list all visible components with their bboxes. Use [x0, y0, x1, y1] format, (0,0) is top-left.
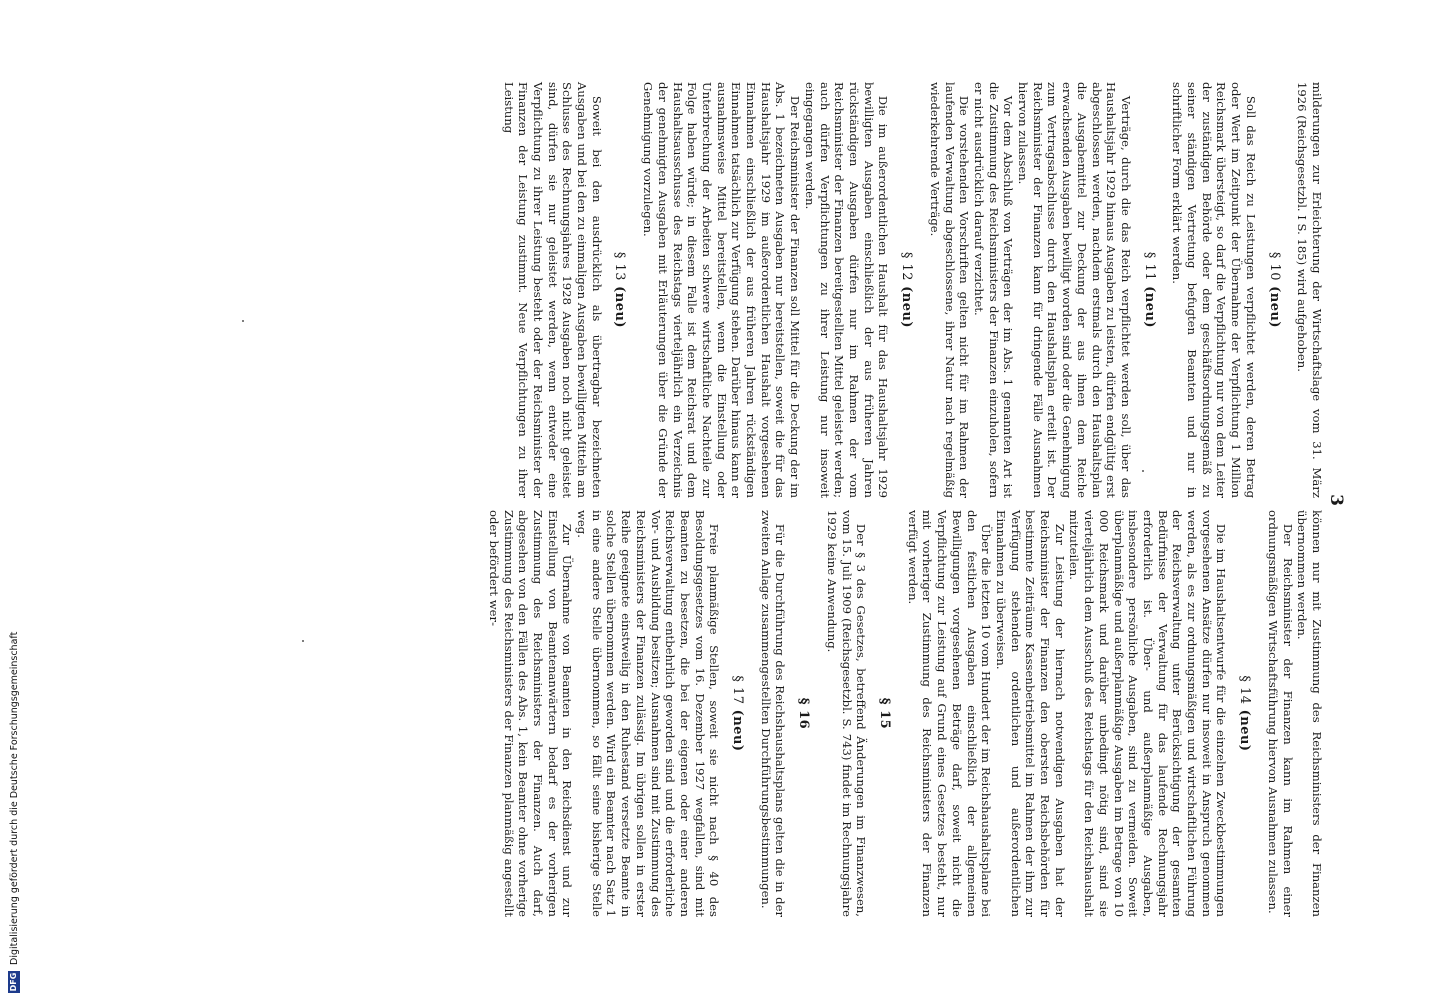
section-heading	[729, 510, 744, 917]
section-tag: (neu)	[612, 286, 628, 329]
paragraph: Die vorstehenden Vorschriften gelten nicht für im Rahmen der laufenden Verwaltung abgeschlossene, ihrer Natur nach regelmäßig wiederkehrende Verträge.	[927, 82, 972, 498]
paragraph: milderungen zur Erleichterung der Wirtschaftslage vom 31. März 1926 (Reichsgesetzbl. I S. 185) wird aufgehoben.	[1295, 82, 1324, 498]
right-column	[486, 510, 1324, 917]
section-tag: (neu)	[899, 286, 915, 329]
section-number: § 16	[796, 697, 812, 730]
paragraph: Soweit bei den ausdrücklich als übertragbar bezeichneten Ausgaben und bei den zu einmaligen Ausgaben bewilligten Mitteln am Schlusse des Rechnungsjahres 1928 Ausgaben noch nicht geleistet sind, dürfen sie nur geleistet werden, wenn entweder eine Verpflichtung zu ihrer Leistung besteht oder der Reichsminister der Finanzen der Leistung zustimmt. Neue Verpflichtungen zu ihrer Leistung	[501, 82, 604, 498]
section-heading	[1266, 82, 1281, 498]
section-heading	[876, 510, 891, 917]
section-heading	[898, 82, 913, 498]
scan-speck	[302, 640, 304, 642]
paragraph: Der Reichsminister der Finanzen kann im Rahmen einer ordnungsmäßigen Wirtschaftsführung hiervon Ausnahmen zulassen.	[1265, 510, 1295, 917]
paragraph: Zur Leistung der hiernach notwendigen Ausgaben hat der Reichsminister der Finanzen den obersten Reichsbehörden für bestimmte Zeiträume Kassenbetriebsmittel im Rahmen der ihm zur Verfügung stehenden ordentlichen und außerordentlichen Einnahmen zu überweisen.	[993, 510, 1067, 917]
footer	[7, 3, 21, 993]
section-number: § 15	[877, 697, 893, 730]
section-number: § 14	[1237, 675, 1253, 705]
section-number: § 10	[1266, 251, 1282, 282]
paragraph: Soll das Reich zu Leistungen verpflichtet werden, deren Betrag oder Wert im Zeitpunkt der Übernahme der Verpflichtung 1 Million Reichsmark übersteigt, so darf die Verpflichtung nur von dem Leiter der zuständigen Behörde oder dem geschäftsordnungsgemäß zu seiner ständigen Vertretung befugten Beamten und nur in schriftlicher Form erklärt werden.	[1170, 82, 1258, 498]
paragraph: Über die letzten 10 vom Hundert der im Reichshaushaltsplane bei den festlichen Ausgaben einschließlich der allgemeinen Bewilligungen vorgesehenen Beträge darf, soweit nicht die Verpflichtung zur Leistung auf Grund eines Gesetzes besteht, nur mit vorheriger Zustimmung des Reichsministers der Finanzen verfügt werden.	[905, 510, 994, 917]
paragraph: Zur Übernahme von Beamten in den Reichsdienst und zur Einstellung von Beamtenanwärtern bedarf es der vorherigen Zustimmung des Reichsministers der Finanzen. Auch darf, abgesehen von den Fällen des Abs. 1, kein Beamter ohne vorherige Zustimmung des Reichsministers der Finanzen planmäßig angestellt oder befördert wer-	[486, 510, 575, 917]
paragraph: Der § 3 des Gesetzes, betreffend Änderungen im Finanzwesen, vom 15. Juli 1909 (Reichsgesetzbl. S. 743) findet im Rechnungsjahre 1929 keine Anwendung.	[824, 510, 869, 917]
section-tag: (neu)	[1237, 709, 1253, 752]
scan-speck	[1142, 470, 1144, 472]
paragraph: Die im Haushaltsentwurfe für die einzelnen Zweckbestimmungen vorgesehenen Ansätze dürfen nur insoweit in Anspruch genommen werden, als es zur ordnungsmäßigen und wirtschaftlichen Führung der Reichsverwaltung unter Berücksichtigung der gesamten Bedürfnisse der Verwaltung für das laufende Rechnungsjahr erforderlich ist. Über- und außerplanmäßige Ausgaben, insbesondere persönliche Ausgaben, sind zu vermeiden. Soweit überplanmäßige und außerplanmäßige Ausgaben im Betrage von 10 000 Reichsmark und darüber unbedingt nötig sind, sind sie vierteljährlich dem Ausschuß des Reichstags für den Reichshaushalt mitzuteilen.	[1067, 510, 1229, 917]
paragraph: Vor dem Abschluß von Verträgen der im Abs. 1 genannten Art ist die Zustimmung des Reichsministers der Finanzen einzuholen, sofern er nicht ausdrücklich darauf verzichtet.	[971, 82, 1016, 498]
paragraph: Die im außerordentlichen Haushalt für das Haushaltsjahr 1929 bewilligten Ausgaben einschließlich der aus früheren Jahren rückständigen Ausgaben dürfen nur im Rahmen der vom Reichsminister der Finanzen bereitgestellten Mittel geleistet werden; auch dürfen Verpflichtungen zu ihrer Leistung nur insoweit eingegangen werden.	[802, 82, 891, 498]
footer-strip	[0, 0, 20, 1000]
section-number: § 11	[1141, 251, 1157, 282]
section-number: § 17	[730, 675, 746, 705]
paragraph: können nur mit Zustimmung des Reichsministers der Finanzen übernommen werden.	[1295, 510, 1324, 917]
section-tag: (neu)	[730, 709, 746, 752]
section-tag: (neu)	[1141, 286, 1157, 329]
footer-credit: Digitalisierung gefördert durch die Deutsche Forschungsgemeinschaft	[8, 631, 20, 965]
page-number: 3	[1326, 494, 1346, 506]
section-heading	[1141, 82, 1156, 498]
paragraph: Für die Durchführung des Reichshaushaltsplans gelten die in der zweiten Anlage zusammengestellten Durchführungsbestimmungen.	[758, 510, 788, 917]
paragraph: Der Reichsminister der Finanzen soll Mittel für die Deckung der im Abs. 1 bezeichneten Ausgaben nur bereitstellen, soweit die für das Haushaltsjahr 1929 im außerordentlichen Haushalt vorgesehenen Einnahmen einschließlich der aus früheren Jahren rückständigen Einnahmen tatsächlich zur Verfügung stehen. Darüber hinaus kann er ausnahmsweise Mittel bereitstellen, wenn die Einstellung oder Unterbrechung der Arbeiten schwere wirtschaftliche Nachteile zur Folge haben würde; in diesem Falle ist dem Reichsrat und dem Haushaltsausschusse des Reichstags vierteljährlich ein Verzeichnis der genehmigten Ausgaben mit Erläuterungen über die Gründe der Genehmigung vorzulegen.	[641, 82, 803, 498]
section-heading	[612, 82, 627, 498]
left-column	[501, 82, 1324, 498]
section-number: § 13	[612, 251, 628, 282]
section-tag: (neu)	[1266, 286, 1282, 329]
paragraph: Freie planmäßige Stellen, soweit sie nicht nach § 40 des Besoldungsgesetzes vom 16. Dezember 1927 wegfallen, sind mit Beamten zu besetzen, die bei der eigenen oder einer anderen Reichsverwaltung entbehrlich geworden sind und die erforderliche Vor- und Ausbildung besitzen; Ausnahmen sind mit Zustimmung des Reichsministers der Finanzen zulässig. Im übrigen sollen in erster Reihe geeignete einstweilig in den Ruhestand versetzte Beamte in solche Stellen übernommen werden. Wird ein Beamter nach Satz 1 in eine andere Stelle übernommen, so fällt seine bisherige Stelle weg.	[575, 510, 722, 917]
dfg-logo-icon: DFG	[9, 972, 18, 992]
section-number: § 12	[899, 251, 915, 282]
paragraph: Verträge, durch die das Reich verpflichtet werden soll, über das Haushaltsjahr 1929 hinaus Ausgaben zu leisten, dürfen endgültig erst abgeschlossen werden, nachdem erstmals durch den Haushaltsplan die Ausgabemittel zur Deckung der aus ihnen dem Reiche erwachsenden Ausgaben bewilligt worden sind oder die Genehmigung zum Vertragsabschlusse durch den Haushaltsplan erteilt ist. Der Reichsminister der Finanzen kann für dringende Fälle Ausnahmen hiervon zulassen.	[1016, 82, 1133, 498]
section-heading	[796, 510, 811, 917]
section-heading	[1236, 510, 1251, 917]
scan-speck	[242, 320, 244, 322]
